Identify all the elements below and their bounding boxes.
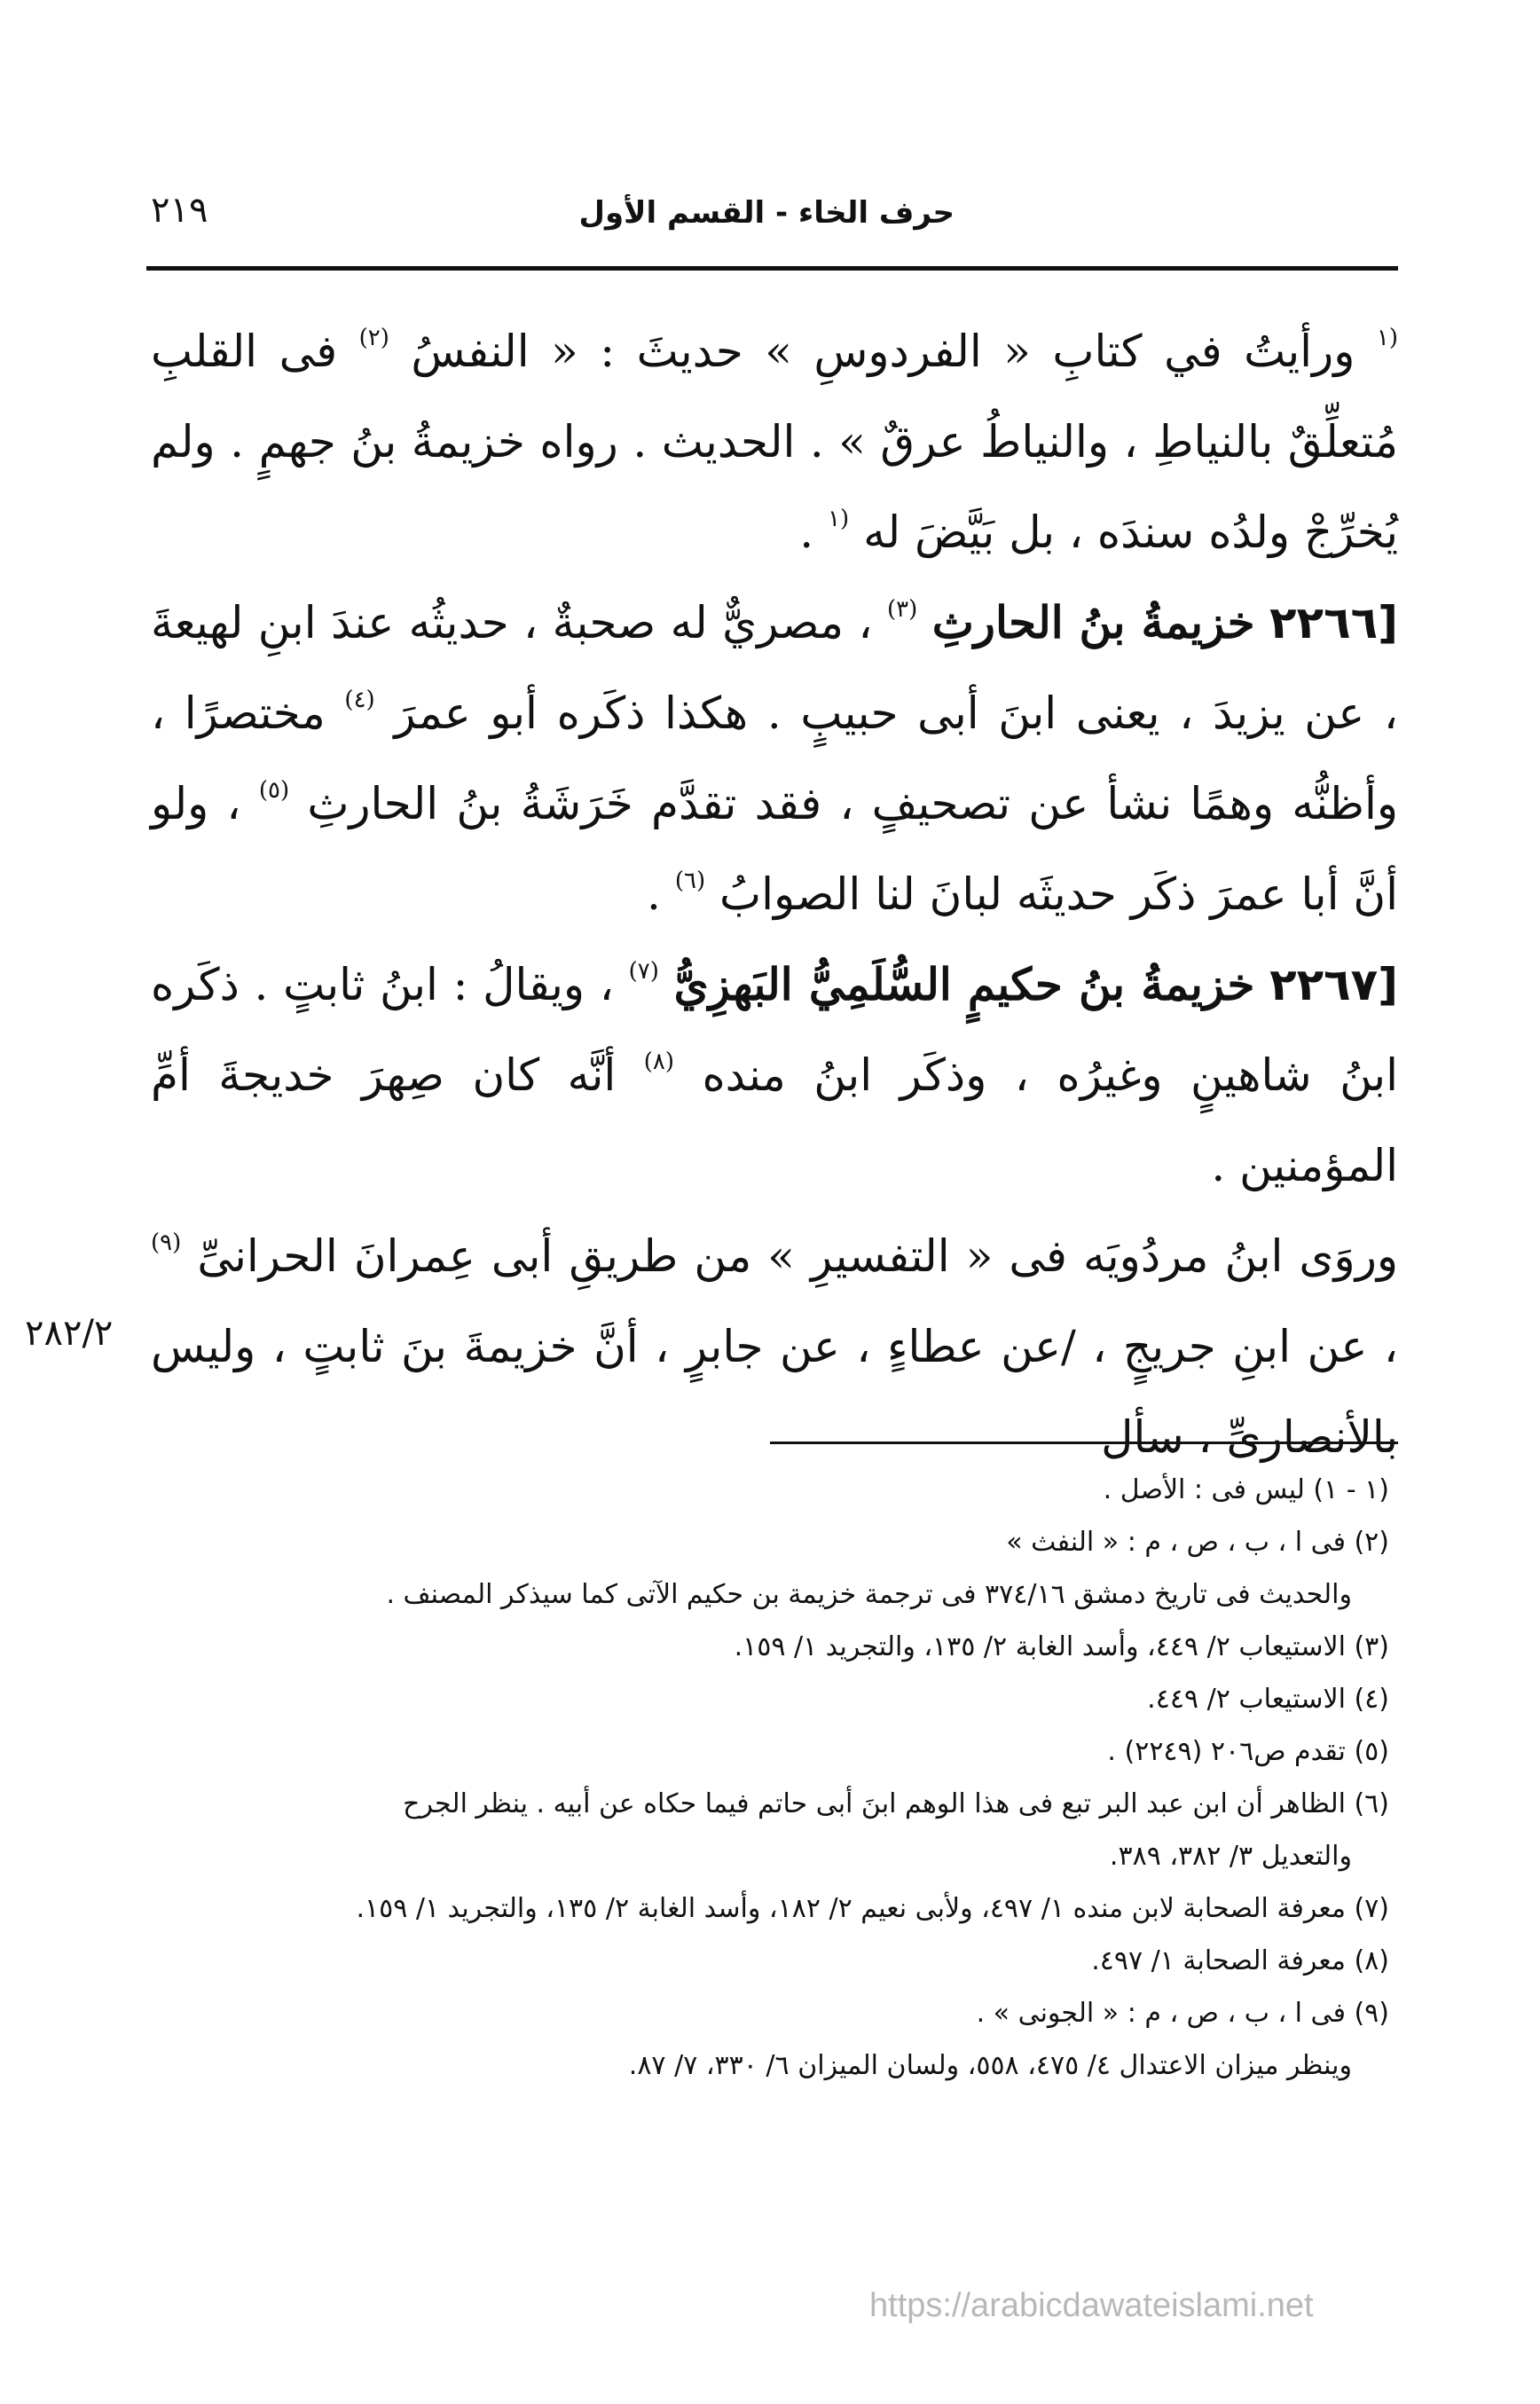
footnote-ref-8: (٨) [643, 1049, 674, 1076]
footnote: (٦) الظاهر أن ابن عبد البر تبع فى هذا الوهم ابنَ أبى حاتم فيما حكاه عن أبيه . ينظر الجرح [403, 1788, 1389, 1819]
footnote-ref-3: (٣) [887, 596, 918, 624]
paragraph-text: ، ولو أنَّ أبا عمرَ ذكَر حديثَه لبانَ لنا الصوابُ [151, 778, 1398, 920]
footnote-continuation: وينظر ميزان الاعتدال ٤/ ٤٧٥، ٥٥٨، ولسان الميزان ٦/ ٣٣٠، ٧/ ٨٧. [628, 2050, 1352, 2081]
footnote-ref-4: (٤) [344, 687, 375, 714]
watermark-url: https://arabicdawateislami.net [869, 2287, 1314, 2324]
footnote: (٢) فى ا ، ب ، ص ، م : « النفث » [1006, 1527, 1389, 1558]
footnote: (٨) معرفة الصحابة ١/ ٤٩٧. [1091, 1945, 1389, 1976]
footnote: (٤) الاستيعاب ٢/ ٤٤٩. [1147, 1684, 1389, 1715]
entry-name: خزيمةُ بنُ حكيمٍ السُّلَمِيُّ البَهزِيُّ [673, 958, 1255, 1010]
footnote-ref-2: (٢) [358, 325, 389, 352]
running-head [151, 177, 1398, 248]
footnote: (٩) فى ا ، ب ، ص ، م : « الجونى » . [976, 1998, 1389, 2029]
paragraph-text: ورأيتُ في كتابِ « الفردوسِ » حديثَ : « النفسُ [411, 326, 1355, 377]
footnote: (٥) تقدم ص٢٠٦ (٢٢٤٩) . [1107, 1736, 1389, 1767]
footnote: (٧) معرفة الصحابة لابن منده ١/ ٤٩٧، ولأبى نعيم ٢/ ١٨٢، وأسد الغابة ٢/ ١٣٥، والتجريد ١/ ١٥٩. [356, 1893, 1389, 1924]
footnote-ref-6: (٦) [674, 868, 706, 895]
entry-2266 [151, 577, 1398, 939]
paragraph-end: . [799, 507, 814, 558]
margin-volume-reference: ٢٨٢/٢ [25, 1313, 114, 1354]
omission-mark-close: (١ [828, 506, 850, 533]
paragraph-text: أنَّه كان صِهرَ خديجةَ أمِّ المؤمنين . [151, 1049, 1398, 1191]
entry-name: خزيمةُ بنُ الحارثِ [931, 596, 1255, 648]
paragraph-intro [151, 306, 1398, 577]
footnote-continuation: والحديث فى تاريخ دمشق ٣٧٤/١٦ فى ترجمة خزيمة بن حكيم الآتى كما سيذكر المصنف . [386, 1579, 1352, 1610]
entry-2267 [151, 939, 1398, 1211]
page-number: ٢١٩ [151, 190, 208, 231]
paragraph-text: مختصرًا ، وأظنُّه وهمًا نشأ عن تصحيفٍ ، فقد تقدَّم خَرَشَةُ بنُ الحارثِ [151, 687, 1398, 829]
footnotes [160, 1464, 1389, 2092]
footnote-ref-7: (٧) [628, 958, 659, 986]
footnote-ref-5: (٥) [258, 777, 290, 805]
entry-number: [٢٢٦٧ [1269, 959, 1399, 1010]
paragraph-text: فى القلبِ مُتعلِّقٌ بالنياطِ ، والنياطُ عرقٌ » . الحديث . رواه خزيمةُ بنُ جهمٍ . ولم يُخرِّجْ ولدُه سندَه ، بل بَيَّضَ له [151, 326, 1398, 558]
paragraph-text: ، عن ابنِ جريجٍ ، /عن عطاءٍ ، عن جابرٍ ، أنَّ خزيمةَ بنَ ثابتٍ ، وليس بالأنصارىِّ ، سأل [151, 1321, 1398, 1463]
paragraph-text: ، مصريٌّ له صحبةٌ ، حديثُه عندَ ابنِ لهيعةَ ، عن يزيدَ ، يعنى ابنَ أبى حبيبٍ . هكذا ذكَره أبو عمرَ [151, 597, 1398, 739]
footnote-ref-9: (٩) [151, 1229, 182, 1257]
footnote-continuation: والتعديل ٣/ ٣٨٢، ٣٨٩. [1109, 1841, 1352, 1872]
footnote-rule [770, 1442, 1398, 1444]
footnote: (٣) الاستيعاب ٢/ ٤٤٩، وأسد الغابة ٢/ ١٣٥، والتجريد ١/ ١٥٩. [734, 1631, 1389, 1662]
entry-number: [٢٢٦٦ [1269, 597, 1398, 648]
paragraph-text: ، ويقالُ : ابنُ ثابتٍ . ذكَره ابنُ شاهينٍ وغيرُه ، وذكَر ابنُ منده [151, 959, 1398, 1101]
omission-mark-open: (١ [1376, 325, 1398, 352]
header-rule [146, 266, 1398, 271]
paragraph-text: وروَى ابنُ مردُويَه فى « التفسيرِ » من طريقِ أبى عِمرانَ الحرانىِّ [197, 1230, 1398, 1282]
footnote: (١ - ١) ليس فى : الأصل . [1103, 1474, 1389, 1505]
paragraph-end: . [647, 868, 661, 920]
chapter-title: حرف الخاء - القسم الأول [578, 195, 955, 231]
main-text [151, 306, 1398, 1482]
